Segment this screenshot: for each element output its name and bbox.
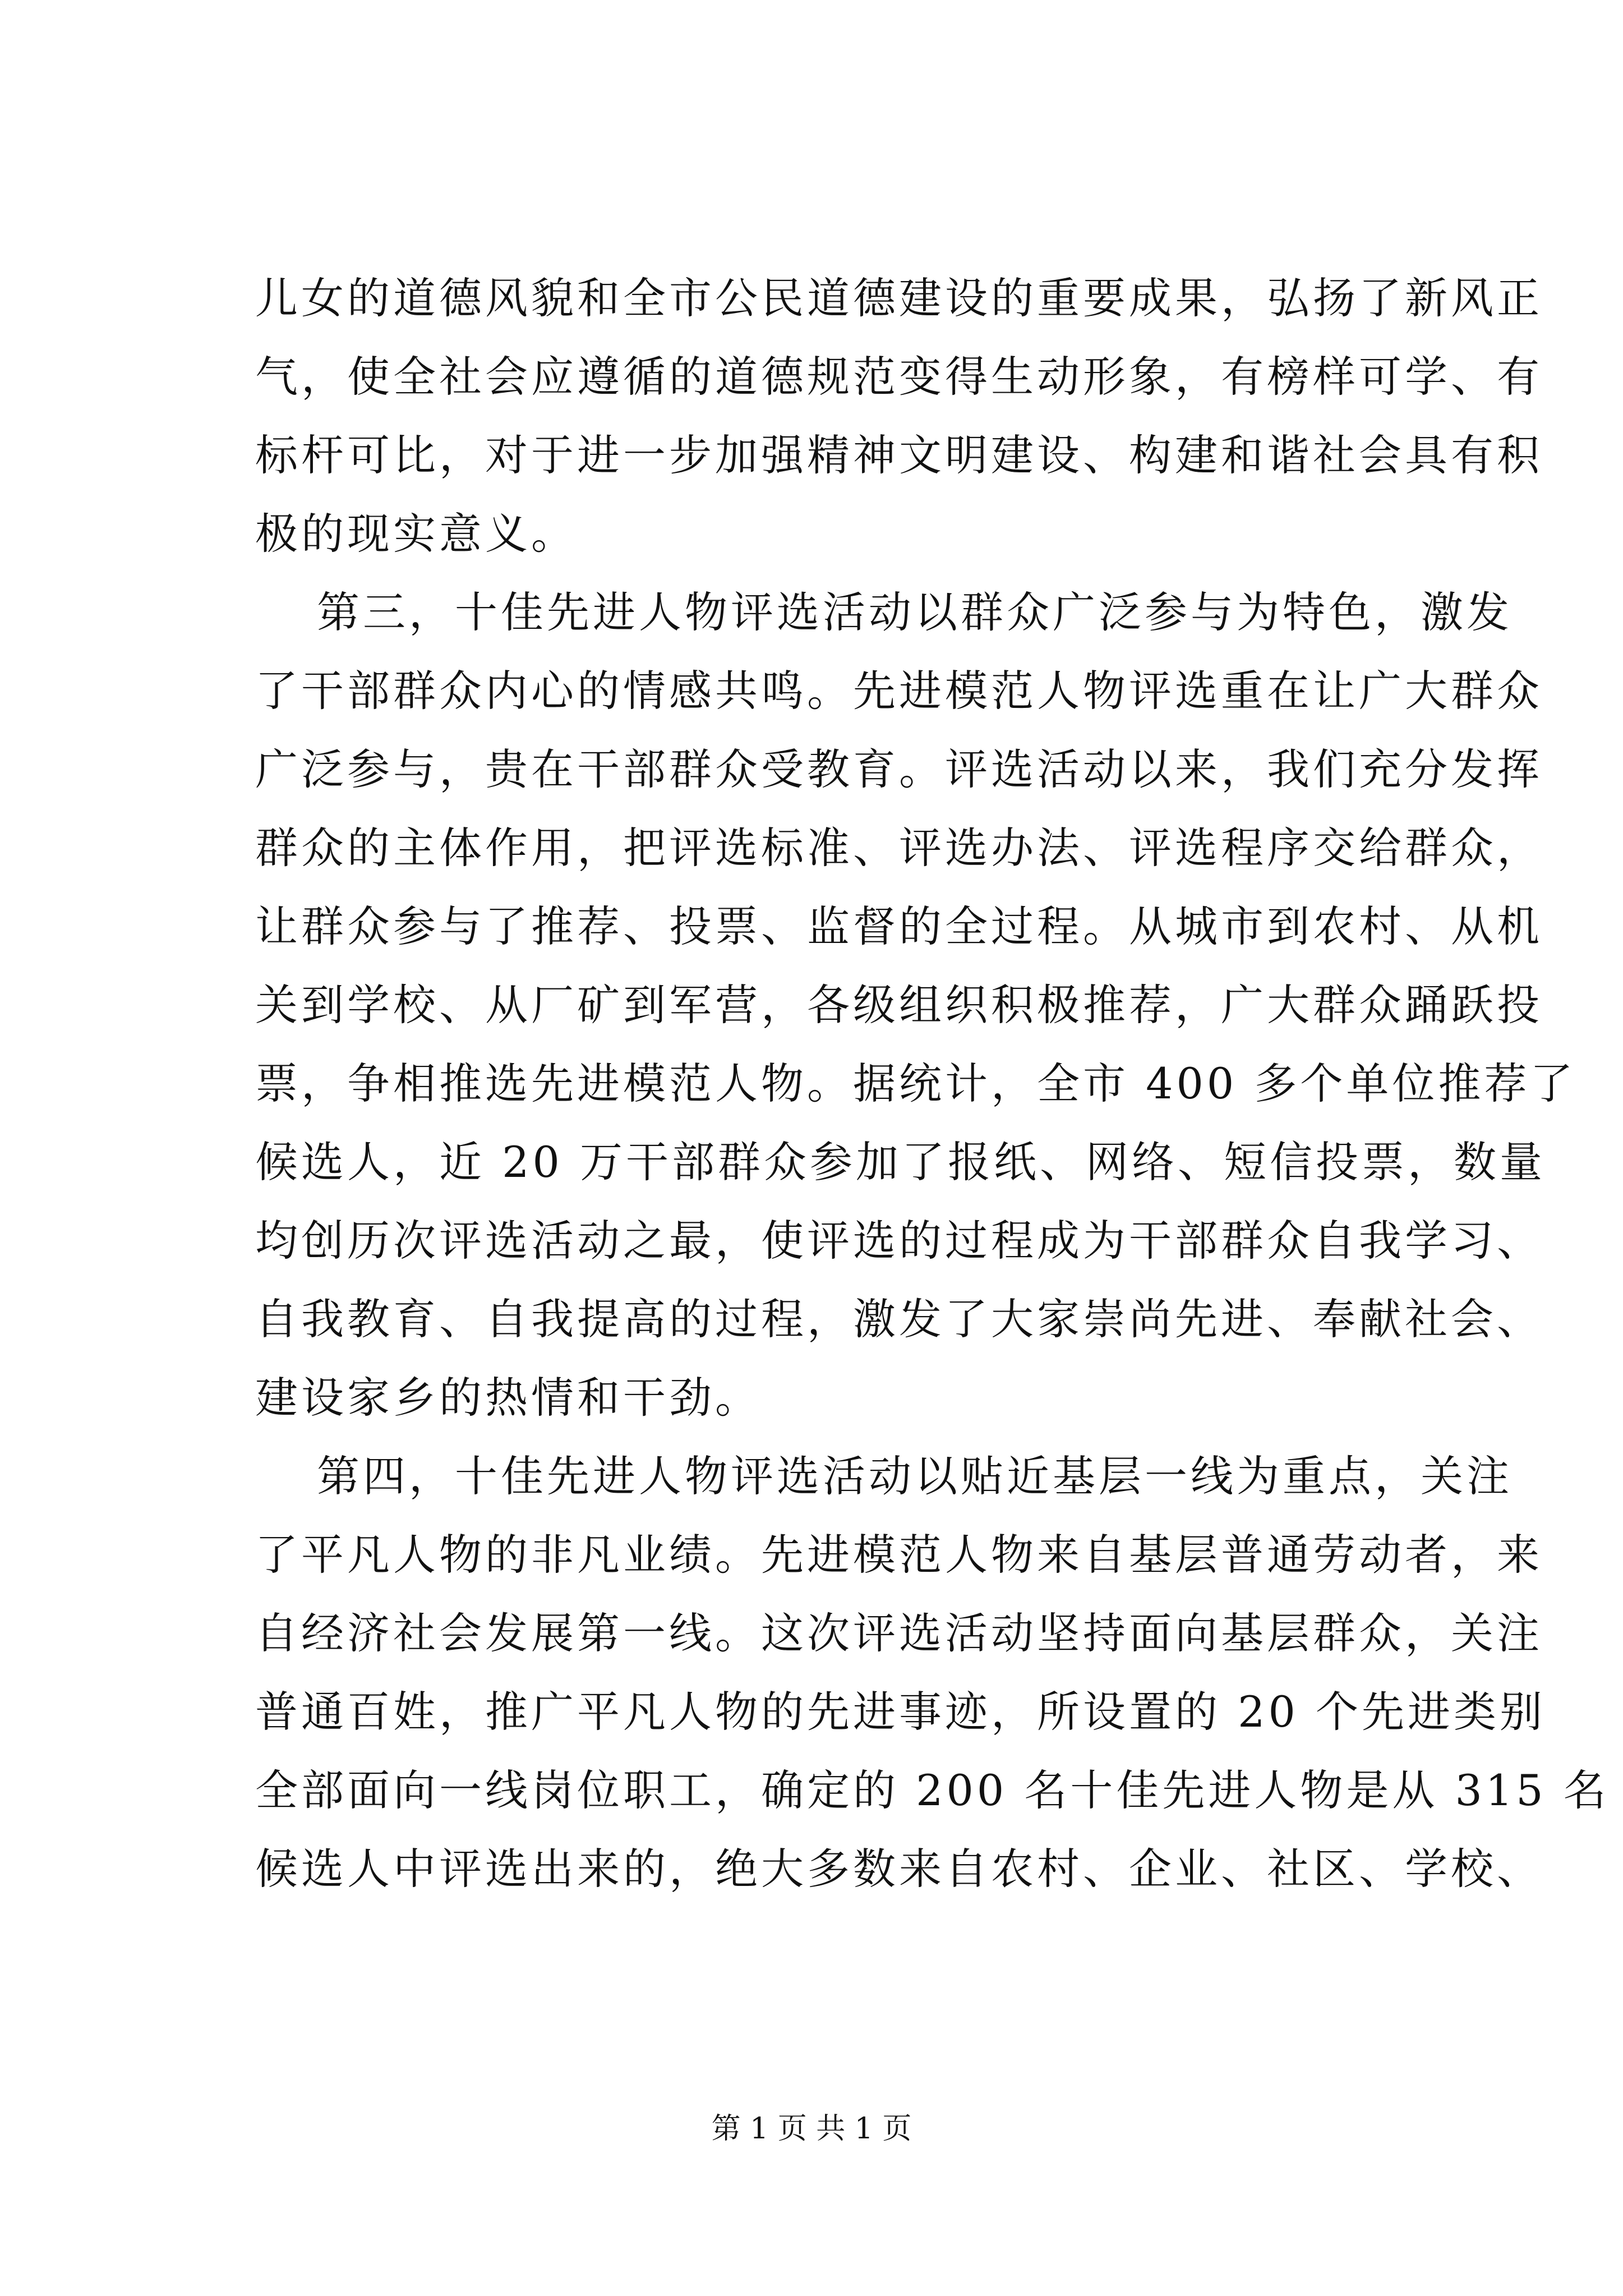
body-text xyxy=(255,259,1610,1908)
text-line: 了平凡人物的非凡业绩。先进模范人物来自基层普通劳动者，来 xyxy=(255,1530,1543,1580)
text-line: 候选人中评选出来的，绝大多数来自农村、企业、社区、学校、 xyxy=(255,1844,1543,1894)
text-line: 第三，十佳先进人物评选活动以群众广泛参与为特色，激发 xyxy=(317,587,1513,637)
page-footer: 第 1 页 共 1 页 xyxy=(711,2112,912,2146)
text-line: 群众的主体作用，把评选标准、评选办法、评选程序交给群众， xyxy=(255,823,1543,873)
text-line: 候选人，近 20 万干部群众参加了报纸、网络、短信投票，数量 xyxy=(255,1137,1546,1187)
text-line: 标杆可比，对于进一步加强精神文明建设、构建和谐社会具有积 xyxy=(255,430,1543,480)
text-line: 关到学校、从厂矿到军营，各级组织积极推荐，广大群众踊跃投 xyxy=(255,980,1543,1030)
text-line: 气，使全社会应遵循的道德规范变得生动形象，有榜样可学、有 xyxy=(255,352,1543,402)
text-line: 让群众参与了推荐、投票、监督的全过程。从城市到农村、从机 xyxy=(255,901,1543,951)
text-line: 普通百姓，推广平凡人物的先进事迹，所设置的 20 个先进类别 xyxy=(255,1687,1546,1737)
text-line: 自我教育、自我提高的过程，激发了大家崇尚先进、奉献社会、 xyxy=(255,1294,1543,1344)
text-line: 票，争相推选先进模范人物。据统计，全市 400 多个单位推荐了 xyxy=(255,1059,1576,1108)
text-line: 第四，十佳先进人物评选活动以贴近基层一线为重点，关注 xyxy=(317,1451,1513,1501)
text-line: 均创历次评选活动之最，使评选的过程成为干部群众自我学习、 xyxy=(255,1216,1543,1266)
text-line: 全部面向一线岗位职工，确定的 200 名十佳先进人物是从 315 名 xyxy=(255,1765,1610,1815)
text-line: 建设家乡的热情和干劲。 xyxy=(255,1373,761,1423)
text-line: 广泛参与，贵在干部群众受教育。评选活动以来，我们充分发挥 xyxy=(255,744,1543,794)
text-line: 儿女的道德风貌和全市公民道德建设的重要成果，弘扬了新风正 xyxy=(255,273,1543,323)
text-line: 极的现实意义。 xyxy=(255,509,577,559)
text-line: 自经济社会发展第一线。这次评选活动坚持面向基层群众，关注 xyxy=(255,1608,1543,1658)
text-line: 了干部群众内心的情感共鸣。先进模范人物评选重在让广大群众 xyxy=(255,666,1543,716)
